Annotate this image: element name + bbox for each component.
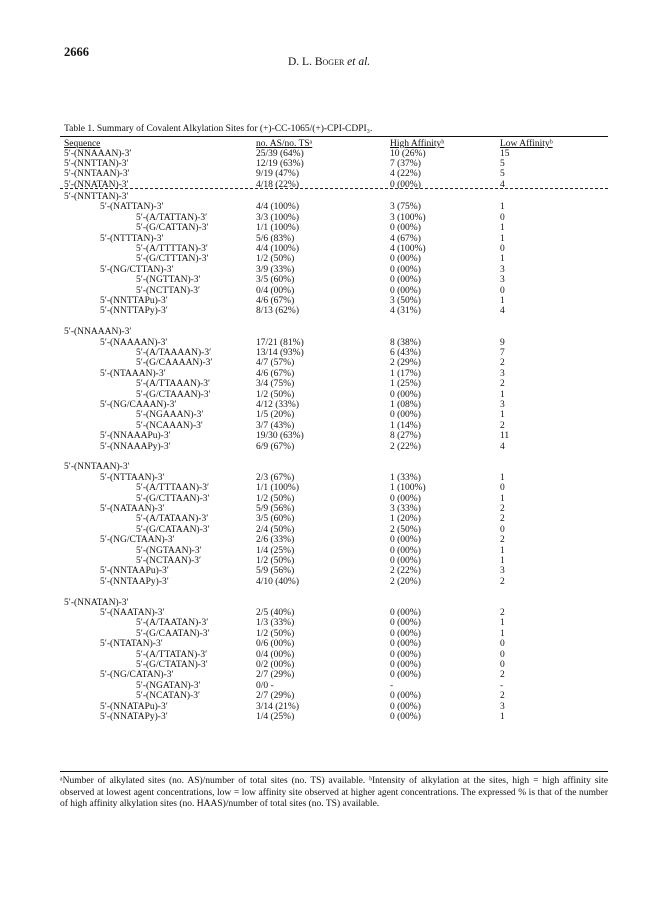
low-affinity-cell: 2 bbox=[500, 608, 505, 618]
low-affinity-cell: 15 bbox=[500, 149, 510, 159]
table-row bbox=[0, 608, 672, 619]
sequence-cell: 5′-(NTTTAN)-3′ bbox=[100, 233, 164, 244]
as-ts-cell: 0/4 (00%) bbox=[256, 285, 295, 296]
table-row bbox=[0, 348, 672, 359]
sequence-cell: 5′-(G/CTATAN)-3′ bbox=[136, 660, 208, 670]
high-affinity-cell: 0 (00%) bbox=[390, 608, 421, 618]
sequence-cell: 5′-(G/CAAAAN)-3′ bbox=[136, 358, 213, 369]
low-affinity-cell: 0 bbox=[500, 639, 505, 650]
table-row bbox=[0, 369, 672, 380]
table-row bbox=[0, 306, 672, 317]
dashed-separator bbox=[60, 188, 608, 189]
table-row bbox=[0, 670, 672, 681]
sequence-cell: 5′-(G/CAATAN)-3′ bbox=[136, 628, 210, 639]
as-ts-cell: 25/39 (64%) bbox=[256, 149, 304, 159]
high-affinity-cell: 8 (27%) bbox=[390, 431, 421, 442]
sequence-cell: 5′-(NCTAAN)-3′ bbox=[136, 556, 202, 566]
sequence-cell: 5′-(G/CTTAAN)-3′ bbox=[136, 493, 210, 504]
low-affinity-cell: 1 bbox=[500, 389, 505, 400]
as-ts-cell: 5/9 (56%) bbox=[256, 566, 295, 577]
sequence-cell: 5′-(G/CATTAN)-3′ bbox=[136, 223, 209, 234]
as-ts-cell: 4/6 (67%) bbox=[256, 368, 295, 379]
low-affinity-cell: 7 bbox=[500, 348, 505, 358]
table-row bbox=[0, 462, 672, 473]
table-bottom-rule bbox=[60, 771, 608, 772]
low-affinity-cell: 1 bbox=[500, 545, 505, 556]
sequence-cell: 5′-(NNAAAN)-3′ bbox=[64, 149, 132, 159]
sequence-cell: 5′-(NNTTAPu)-3′ bbox=[100, 296, 168, 306]
low-affinity-cell: 3 bbox=[500, 701, 505, 712]
high-affinity-cell: 6 (43%) bbox=[390, 348, 421, 358]
table-row bbox=[0, 327, 672, 338]
sequence-cell: 5′-(NATAAN)-3′ bbox=[100, 504, 165, 514]
as-ts-cell: 9/19 (47%) bbox=[256, 169, 300, 180]
table-row bbox=[0, 213, 672, 224]
table-row bbox=[0, 587, 672, 598]
high-affinity-cell: 0 (00%) bbox=[390, 618, 421, 629]
sequence-cell: 5′-(NGTTAN)-3′ bbox=[136, 275, 201, 286]
sequence-cell: 5′-(G/CTTTAN)-3′ bbox=[136, 254, 209, 265]
sequence-cell: 5′-(NNATAN)-3′ bbox=[64, 597, 129, 608]
sequence-cell: 5′-(NCTTAN)-3′ bbox=[136, 285, 201, 296]
table-footnote: ᵃNumber of alkylated sites (no. AS)/number of total sites (no. TS) available. ᵇIntensity of alkylation at the sites, high = high affinity site observed at lowest agent concentrations, low = low affinity site observed at higher agent concentrations. The expressed % is that of the number of high affinity alkylation sites (no. HAAS)/number of total sites (no. TS) available. bbox=[60, 776, 608, 809]
as-ts-cell: 3/5 (60%) bbox=[256, 514, 295, 525]
high-affinity-cell: 3 (100%) bbox=[390, 212, 426, 223]
sequence-cell: 5′-(NNTTAPy)-3′ bbox=[100, 306, 168, 317]
low-affinity-cell: 2 bbox=[500, 691, 505, 702]
high-affinity-cell: 0 (00%) bbox=[390, 535, 421, 546]
sequence-cell: 5′-(NG/CATAN)-3′ bbox=[100, 670, 174, 681]
sequence-cell: 5′-(NGATAN)-3′ bbox=[136, 680, 201, 691]
table-row bbox=[0, 358, 672, 369]
sequence-cell: 5′-(NNTTAN)-3′ bbox=[64, 192, 129, 202]
sequence-cell: 5′-(NTAAAN)-3′ bbox=[100, 368, 166, 379]
header-sequence: Sequence bbox=[64, 139, 101, 149]
low-affinity-cell: 4 bbox=[500, 306, 505, 317]
sequence-cell: 5′-(NNATAPy)-3′ bbox=[100, 712, 168, 722]
sequence-cell: 5′-(A/TTATAN)-3′ bbox=[136, 649, 208, 660]
sequence-cell: 5′-(NGTAAN)-3′ bbox=[136, 545, 202, 556]
as-ts-cell: 1/2 (50%) bbox=[256, 389, 295, 400]
author-name: Boger bbox=[314, 56, 345, 68]
as-ts-cell: 1/4 (25%) bbox=[256, 712, 295, 722]
table-row bbox=[0, 681, 672, 692]
sequence-cell: 5′-(G/CATAAN)-3′ bbox=[136, 524, 210, 535]
sequence-cell: 5′-(NNATAPu)-3′ bbox=[100, 701, 168, 712]
header-as-ts: no. AS/no. TSᵃ bbox=[256, 139, 313, 149]
as-ts-cell: 13/14 (93%) bbox=[256, 348, 304, 358]
low-affinity-cell: 9 bbox=[500, 337, 505, 348]
low-affinity-cell: 1 bbox=[500, 712, 505, 722]
table-top-rule bbox=[60, 136, 608, 137]
table-row bbox=[0, 483, 672, 494]
table-row bbox=[0, 494, 672, 505]
high-affinity-cell: 0 (00%) bbox=[390, 285, 421, 296]
high-affinity-cell: 0 (00%) bbox=[390, 556, 421, 566]
table-row bbox=[0, 691, 672, 702]
low-affinity-cell: 2 bbox=[500, 670, 505, 681]
sequence-cell: 5′-(NNAAAN)-3′ bbox=[64, 327, 132, 338]
sequence-cell: 5′-(NGAAAN)-3′ bbox=[136, 410, 204, 421]
sequence-cell: 5′-(A/TTAAAN)-3′ bbox=[136, 379, 211, 390]
table-row bbox=[0, 379, 672, 390]
low-affinity-cell: 0 bbox=[500, 212, 505, 223]
as-ts-cell: 0/2 (00%) bbox=[256, 660, 295, 670]
sequence-cell: 5′-(A/TAATAN)-3′ bbox=[136, 618, 209, 629]
high-affinity-cell: 1 (17%) bbox=[390, 368, 421, 379]
high-affinity-cell: 2 (22%) bbox=[390, 441, 421, 452]
as-ts-cell: 4/4 (100%) bbox=[256, 202, 300, 213]
table-row bbox=[0, 702, 672, 713]
high-affinity-cell: 2 (29%) bbox=[390, 358, 421, 369]
low-affinity-cell: 2 bbox=[500, 420, 505, 431]
as-ts-cell: 2/5 (40%) bbox=[256, 608, 295, 618]
table-row bbox=[0, 400, 672, 411]
table-row bbox=[0, 598, 672, 609]
as-ts-cell: 12/19 (63%) bbox=[256, 159, 304, 170]
high-affinity-cell: 8 (38%) bbox=[390, 337, 421, 348]
as-ts-cell: 4/7 (57%) bbox=[256, 358, 295, 369]
as-ts-cell: 6/9 (67%) bbox=[256, 441, 295, 452]
table-row bbox=[0, 286, 672, 297]
as-ts-cell: 0/0 - bbox=[256, 680, 274, 691]
high-affinity-cell: 0 (00%) bbox=[390, 712, 421, 722]
high-affinity-cell: 1 (25%) bbox=[390, 379, 421, 390]
low-affinity-cell: 0 bbox=[500, 285, 505, 296]
table-row bbox=[0, 546, 672, 557]
high-affinity-cell: 2 (22%) bbox=[390, 566, 421, 577]
as-ts-cell: 3/7 (43%) bbox=[256, 420, 295, 431]
as-ts-cell: 1/2 (50%) bbox=[256, 493, 295, 504]
sequence-cell: 5′-(NATTAN)-3′ bbox=[100, 202, 164, 213]
as-ts-cell: 1/5 (20%) bbox=[256, 410, 295, 421]
sequence-cell: 5′-(NNTAAPy)-3′ bbox=[100, 576, 169, 587]
as-ts-cell: 1/2 (50%) bbox=[256, 628, 295, 639]
as-ts-cell: 5/9 (56%) bbox=[256, 504, 295, 514]
sequence-cell: 5′-(NNATAN)-3′ bbox=[64, 179, 129, 190]
low-affinity-cell: 2 bbox=[500, 535, 505, 546]
sequence-cell: 5′-(A/TTTAAN)-3′ bbox=[136, 483, 210, 494]
as-ts-cell: 0/6 (00%) bbox=[256, 639, 295, 650]
as-ts-cell: 2/7 (29%) bbox=[256, 670, 295, 681]
low-affinity-cell: 2 bbox=[500, 504, 505, 514]
as-ts-cell: 2/4 (50%) bbox=[256, 524, 295, 535]
table-row bbox=[0, 712, 672, 723]
low-affinity-cell: 3 bbox=[500, 264, 505, 275]
low-affinity-cell: 3 bbox=[500, 566, 505, 577]
low-affinity-cell: 2 bbox=[500, 379, 505, 390]
high-affinity-cell: 2 (20%) bbox=[390, 576, 421, 587]
header-low-affinity: Low Affinityᵇ bbox=[500, 139, 553, 149]
high-affinity-cell: 3 (75%) bbox=[390, 202, 421, 213]
table-row bbox=[0, 473, 672, 484]
high-affinity-cell: - bbox=[390, 680, 394, 691]
low-affinity-cell: 1 bbox=[500, 556, 505, 566]
header-high-affinity: High Affinityᵇ bbox=[390, 139, 445, 149]
running-head: D. L. Boger et al. bbox=[288, 56, 371, 68]
table-row bbox=[0, 650, 672, 661]
as-ts-cell: 4/12 (33%) bbox=[256, 400, 300, 410]
sequence-cell: 5′-(NNTAAPu)-3′ bbox=[100, 566, 169, 577]
sequence-cell: 5′-(NAATAN)-3′ bbox=[100, 608, 165, 618]
high-affinity-cell: 0 (00%) bbox=[390, 691, 421, 702]
sequence-cell: 5′-(A/TATTAN)-3′ bbox=[136, 212, 208, 223]
low-affinity-cell: 0 bbox=[500, 649, 505, 660]
high-affinity-cell: 0 (00%) bbox=[390, 410, 421, 421]
low-affinity-cell: 1 bbox=[500, 254, 505, 265]
high-affinity-cell: 0 (00%) bbox=[390, 649, 421, 660]
table-row bbox=[0, 410, 672, 421]
table-row bbox=[0, 234, 672, 245]
high-affinity-cell: 4 (100%) bbox=[390, 244, 426, 254]
low-affinity-cell: 1 bbox=[500, 296, 505, 306]
as-ts-cell: 1/1 (100%) bbox=[256, 483, 300, 494]
sequence-cell: 5′-(NNAAAPu)-3′ bbox=[100, 431, 171, 442]
as-ts-cell: 1/4 (25%) bbox=[256, 545, 295, 556]
low-affinity-cell: 1 bbox=[500, 202, 505, 213]
page-number: 2666 bbox=[64, 45, 89, 59]
low-affinity-cell: 1 bbox=[500, 233, 505, 244]
table-row bbox=[0, 442, 672, 453]
high-affinity-cell: 2 (50%) bbox=[390, 524, 421, 535]
high-affinity-cell: 0 (00%) bbox=[390, 275, 421, 286]
high-affinity-cell: 0 (00%) bbox=[390, 628, 421, 639]
as-ts-cell: 3/4 (75%) bbox=[256, 379, 295, 390]
low-affinity-cell: 5 bbox=[500, 159, 505, 170]
low-affinity-cell: 3 bbox=[500, 275, 505, 286]
low-affinity-cell: 0 bbox=[500, 483, 505, 494]
high-affinity-cell: 0 (00%) bbox=[390, 493, 421, 504]
high-affinity-cell: 1 (20%) bbox=[390, 514, 421, 525]
high-affinity-cell: 1 (33%) bbox=[390, 472, 421, 483]
high-affinity-cell: 1 (08%) bbox=[390, 400, 421, 410]
high-affinity-cell: 3 (33%) bbox=[390, 504, 421, 514]
high-affinity-cell: 0 (00%) bbox=[390, 264, 421, 275]
as-ts-cell: 2/3 (67%) bbox=[256, 472, 295, 483]
table-row bbox=[0, 618, 672, 629]
sequence-cell: 5′-(A/TATAAN)-3′ bbox=[136, 514, 209, 525]
high-affinity-cell: 0 (00%) bbox=[390, 179, 421, 190]
as-ts-cell: 0/4 (00%) bbox=[256, 649, 295, 660]
table-row bbox=[0, 577, 672, 588]
low-affinity-cell: 3 bbox=[500, 368, 505, 379]
table-row bbox=[0, 202, 672, 213]
table-row bbox=[0, 566, 672, 577]
as-ts-cell: 3/3 (100%) bbox=[256, 212, 300, 223]
as-ts-cell: 3/9 (33%) bbox=[256, 264, 295, 275]
sequence-cell: 5′-(A/TTTTAN)-3′ bbox=[136, 244, 208, 254]
sequence-cell: 5′-(NAAAAN)-3′ bbox=[100, 337, 168, 348]
as-ts-cell: 19/30 (63%) bbox=[256, 431, 304, 442]
table-row bbox=[0, 514, 672, 525]
low-affinity-cell: 4 bbox=[500, 441, 505, 452]
table-row bbox=[0, 504, 672, 515]
high-affinity-cell: 3 (50%) bbox=[390, 296, 421, 306]
as-ts-cell: 1/2 (50%) bbox=[256, 556, 295, 566]
sequence-cell: 5′-(NNTAAN)-3′ bbox=[64, 462, 130, 473]
low-affinity-cell: 11 bbox=[500, 431, 510, 442]
as-ts-cell: 17/21 (81%) bbox=[256, 337, 304, 348]
low-affinity-cell: - bbox=[500, 680, 504, 691]
low-affinity-cell: 0 bbox=[500, 524, 505, 535]
table-row bbox=[0, 535, 672, 546]
as-ts-cell: 3/5 (60%) bbox=[256, 275, 295, 286]
as-ts-cell: 1/2 (50%) bbox=[256, 254, 295, 265]
table-row bbox=[0, 265, 672, 276]
low-affinity-cell: 1 bbox=[500, 472, 505, 483]
high-affinity-cell: 7 (37%) bbox=[390, 159, 421, 170]
table-row bbox=[0, 244, 672, 255]
low-affinity-cell: 3 bbox=[500, 400, 505, 410]
sequence-cell: 5′-(A/TAAAAN)-3′ bbox=[136, 348, 212, 358]
low-affinity-cell: 1 bbox=[500, 628, 505, 639]
sequence-cell: 5′-(NNTTAN)-3′ bbox=[64, 159, 129, 170]
table-row bbox=[0, 254, 672, 265]
table-row bbox=[0, 223, 672, 234]
sequence-cell: 5′-(NCAAAN)-3′ bbox=[136, 420, 203, 431]
high-affinity-cell: 0 (00%) bbox=[390, 660, 421, 670]
high-affinity-cell: 10 (26%) bbox=[390, 149, 426, 159]
sequence-cell: 5′-(NTATAN)-3′ bbox=[100, 639, 163, 650]
high-affinity-cell: 1 (100%) bbox=[390, 483, 426, 494]
low-affinity-cell: 0 bbox=[500, 660, 505, 670]
high-affinity-cell: 0 (00%) bbox=[390, 639, 421, 650]
as-ts-cell: 4/10 (40%) bbox=[256, 576, 300, 587]
as-ts-cell: 2/7 (29%) bbox=[256, 691, 295, 702]
sequence-cell: 5′-(NCATAN)-3′ bbox=[136, 691, 201, 702]
low-affinity-cell: 5 bbox=[500, 169, 505, 180]
low-affinity-cell: 1 bbox=[500, 618, 505, 629]
high-affinity-cell: 4 (67%) bbox=[390, 233, 421, 244]
table-row bbox=[0, 275, 672, 286]
as-ts-cell: 4/4 (100%) bbox=[256, 244, 300, 254]
table-caption: Table 1. Summary of Covalent Alkylation Sites for (+)-CC-1065/(+)-CPI-CDPI₃. bbox=[64, 124, 373, 134]
table-row bbox=[0, 390, 672, 401]
as-ts-cell: 2/6 (33%) bbox=[256, 535, 295, 546]
high-affinity-cell: 0 (00%) bbox=[390, 223, 421, 234]
as-ts-cell: 1/3 (33%) bbox=[256, 618, 295, 629]
sequence-cell: 5′-(NG/CTTAN)-3′ bbox=[100, 264, 174, 275]
as-ts-cell: 5/6 (83%) bbox=[256, 233, 295, 244]
table-row bbox=[0, 431, 672, 442]
high-affinity-cell: 0 (00%) bbox=[390, 670, 421, 681]
low-affinity-cell: 2 bbox=[500, 358, 505, 369]
as-ts-cell: 3/14 (21%) bbox=[256, 701, 300, 712]
as-ts-cell: 1/1 (100%) bbox=[256, 223, 300, 234]
as-ts-cell: 4/18 (22%) bbox=[256, 179, 300, 190]
low-affinity-cell: 0 bbox=[500, 244, 505, 254]
low-affinity-cell: 1 bbox=[500, 410, 505, 421]
as-ts-cell: 8/13 (62%) bbox=[256, 306, 300, 317]
sequence-cell: 5′-(NG/CTAAN)-3′ bbox=[100, 535, 175, 546]
sequence-cell: 5′-(NG/CAAAN)-3′ bbox=[100, 400, 177, 410]
sequence-cell: 5′-(G/CTAAAN)-3′ bbox=[136, 389, 211, 400]
high-affinity-cell: 0 (00%) bbox=[390, 701, 421, 712]
high-affinity-cell: 1 (14%) bbox=[390, 420, 421, 431]
high-affinity-cell: 4 (22%) bbox=[390, 169, 421, 180]
low-affinity-cell: 4 bbox=[500, 179, 505, 190]
sequence-cell: 5′-(NTTAAN)-3′ bbox=[100, 472, 165, 483]
high-affinity-cell: 4 (31%) bbox=[390, 306, 421, 317]
high-affinity-cell: 0 (00%) bbox=[390, 389, 421, 400]
table-row bbox=[0, 639, 672, 650]
low-affinity-cell: 1 bbox=[500, 223, 505, 234]
low-affinity-cell: 2 bbox=[500, 514, 505, 525]
table-row bbox=[0, 338, 672, 349]
low-affinity-cell: 2 bbox=[500, 576, 505, 587]
high-affinity-cell: 0 (00%) bbox=[390, 254, 421, 265]
author-etal: et al. bbox=[344, 56, 371, 68]
high-affinity-cell: 0 (00%) bbox=[390, 545, 421, 556]
as-ts-cell: 4/6 (67%) bbox=[256, 296, 295, 306]
sequence-cell: 5′-(NNTAAN)-3′ bbox=[64, 169, 130, 180]
sequence-cell: 5′-(NNAAAPy)-3′ bbox=[100, 441, 171, 452]
low-affinity-cell: 1 bbox=[500, 493, 505, 504]
